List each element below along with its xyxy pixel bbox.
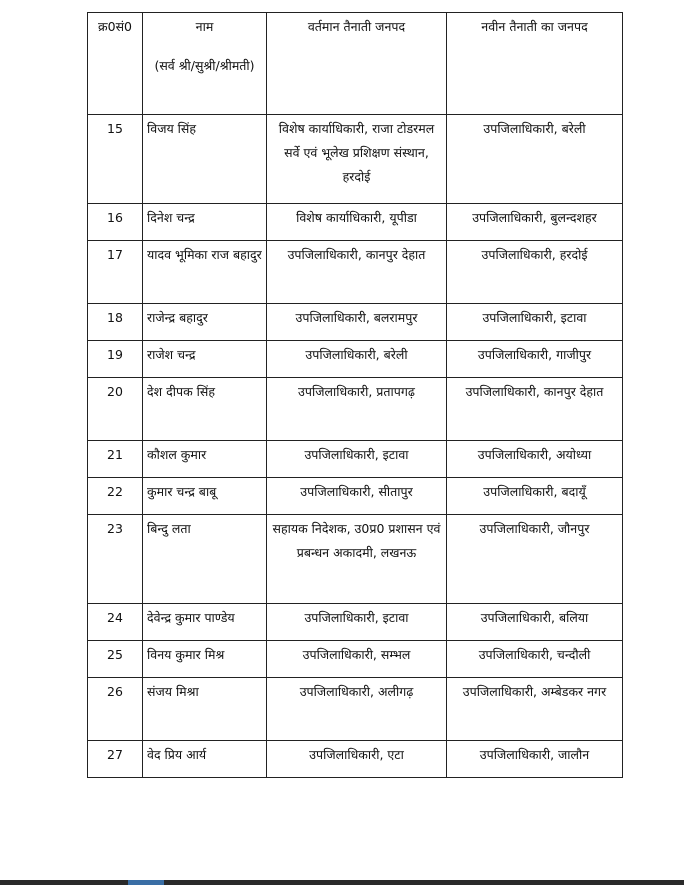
- new-posting-cell: उपजिलाधिकारी, जालौन: [447, 741, 623, 778]
- new-posting-cell: उपजिलाधिकारी, हरदोई: [447, 241, 623, 304]
- table-row: [88, 604, 623, 641]
- header-name: [143, 13, 267, 115]
- name-cell: देश दीपक सिंह: [143, 378, 267, 441]
- table-header-row: [88, 13, 623, 115]
- name-cell: विनय कुमार मिश्र: [143, 641, 267, 678]
- name-cell: वेद प्रिय आर्य: [143, 741, 267, 778]
- serial-number-cell: 20: [88, 378, 143, 441]
- serial-number-cell: 26: [88, 678, 143, 741]
- table-row: [88, 641, 623, 678]
- current-posting-cell: विशेष कार्याधिकारी, यूपीडा: [267, 204, 447, 241]
- table-row: [88, 241, 623, 304]
- page-bottom-edge: [0, 880, 684, 885]
- current-posting-cell: उपजिलाधिकारी, कानपुर देहात: [267, 241, 447, 304]
- serial-number-cell: 24: [88, 604, 143, 641]
- table-row: [88, 115, 623, 204]
- serial-number-cell: 19: [88, 341, 143, 378]
- table-body: [88, 115, 623, 778]
- current-posting-cell: सहायक निदेशक, उ0प्र0 प्रशासन एवं प्रबन्धन अकादमी, लखनऊ: [267, 515, 447, 604]
- header-new-posting: नवीन तैनाती का जनपद: [447, 13, 623, 115]
- new-posting-cell: उपजिलाधिकारी, जौनपुर: [447, 515, 623, 604]
- new-posting-cell: उपजिलाधिकारी, चन्दौली: [447, 641, 623, 678]
- current-posting-cell: उपजिलाधिकारी, बलरामपुर: [267, 304, 447, 341]
- header-name-honorifics: (सर्व श्री/सुश्री/श्रीमती): [154, 57, 255, 73]
- name-cell: बिन्दु लता: [143, 515, 267, 604]
- header-current-posting: वर्तमान तैनाती जनपद: [267, 13, 447, 115]
- page-bottom-marker: [128, 880, 164, 885]
- name-cell: कुमार चन्द्र बाबू: [143, 478, 267, 515]
- name-cell: राजेश चन्द्र: [143, 341, 267, 378]
- table-row: [88, 678, 623, 741]
- name-cell: यादव भूमिका राज बहादुर: [143, 241, 267, 304]
- table-row: [88, 478, 623, 515]
- new-posting-cell: उपजिलाधिकारी, अयोध्या: [447, 441, 623, 478]
- new-posting-cell: उपजिलाधिकारी, अम्बेडकर नगर: [447, 678, 623, 741]
- table-row: [88, 341, 623, 378]
- table-row: [88, 304, 623, 341]
- name-cell: दिनेश चन्द्र: [143, 204, 267, 241]
- table-row: [88, 204, 623, 241]
- serial-number-cell: 18: [88, 304, 143, 341]
- serial-number-cell: 21: [88, 441, 143, 478]
- current-posting-cell: उपजिलाधिकारी, इटावा: [267, 441, 447, 478]
- new-posting-cell: उपजिलाधिकारी, बरेली: [447, 115, 623, 204]
- name-cell: राजेन्द्र बहादुर: [143, 304, 267, 341]
- serial-number-cell: 15: [88, 115, 143, 204]
- new-posting-cell: उपजिलाधिकारी, गाजीपुर: [447, 341, 623, 378]
- table-row: [88, 441, 623, 478]
- new-posting-cell: उपजिलाधिकारी, बुलन्दशहर: [447, 204, 623, 241]
- table-row: [88, 741, 623, 778]
- current-posting-cell: उपजिलाधिकारी, एटा: [267, 741, 447, 778]
- current-posting-cell: उपजिलाधिकारी, अलीगढ़: [267, 678, 447, 741]
- name-cell: विजय सिंह: [143, 115, 267, 204]
- name-cell: देवेन्द्र कुमार पाण्डेय: [143, 604, 267, 641]
- current-posting-cell: उपजिलाधिकारी, प्रतापगढ़: [267, 378, 447, 441]
- serial-number-cell: 16: [88, 204, 143, 241]
- transfer-table: [87, 12, 623, 778]
- serial-number-cell: 27: [88, 741, 143, 778]
- new-posting-cell: उपजिलाधिकारी, बलिया: [447, 604, 623, 641]
- serial-number-cell: 25: [88, 641, 143, 678]
- header-name-label: नाम: [195, 19, 214, 34]
- name-cell: संजय मिश्रा: [143, 678, 267, 741]
- name-cell: कौशल कुमार: [143, 441, 267, 478]
- new-posting-cell: उपजिलाधिकारी, बदायूँ: [447, 478, 623, 515]
- new-posting-cell: उपजिलाधिकारी, इटावा: [447, 304, 623, 341]
- table-row: [88, 378, 623, 441]
- serial-number-cell: 22: [88, 478, 143, 515]
- serial-number-cell: 17: [88, 241, 143, 304]
- serial-number-cell: 23: [88, 515, 143, 604]
- current-posting-cell: विशेष कार्याधिकारी, राजा टोडरमल सर्वे एवं भूलेख प्रशिक्षण संस्थान, हरदोई: [267, 115, 447, 204]
- table-row: [88, 515, 623, 604]
- current-posting-cell: उपजिलाधिकारी, सम्भल: [267, 641, 447, 678]
- new-posting-cell: उपजिलाधिकारी, कानपुर देहात: [447, 378, 623, 441]
- header-serial-number: क्र0सं0: [88, 13, 143, 115]
- current-posting-cell: उपजिलाधिकारी, सीतापुर: [267, 478, 447, 515]
- current-posting-cell: उपजिलाधिकारी, बरेली: [267, 341, 447, 378]
- current-posting-cell: उपजिलाधिकारी, इटावा: [267, 604, 447, 641]
